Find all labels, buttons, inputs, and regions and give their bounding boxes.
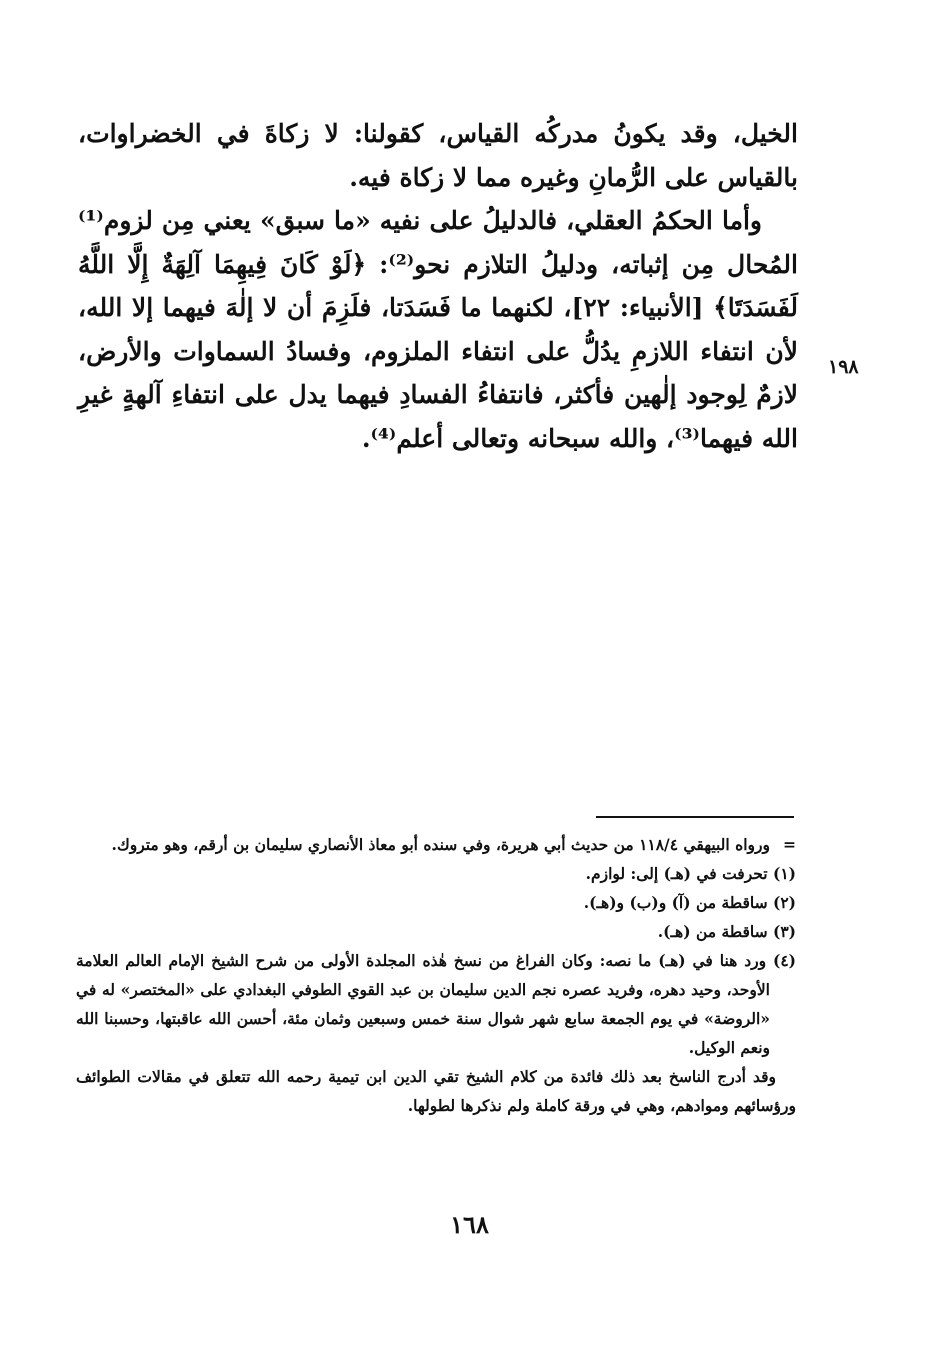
- footnote-3: (٣) ساقطة من (هـ).: [657, 922, 796, 941]
- footnote-2: (٢) ساقطة من (آ) و(ب) و(هـ).: [583, 893, 796, 912]
- footnote-continued-text: ورواه البيهقي ١١٨/٤ من حديث أبي هريرة، وفي سنده أبو معاذ الأنصاري سليمان بن أرقم، وهو متروك.: [111, 835, 770, 854]
- footnote-4-continuation: وقد أدرج الناسخ بعد ذلك فائدة من كلام الشيخ تقي الدين ابن تيمية رحمه الله تتعلق في مقالات الطوائف ورؤسائهم وموادهم، وهي في ورقة كاملة ولم نذكرها لطولها.: [76, 1067, 796, 1115]
- footnote-continued: [76, 830, 796, 859]
- footnote-4: (٤) ورد هنا في (هـ) ما نصه: وكان الفراغ من نسخ هٰذه المجلدة الأولى من شرح الشيخ الإمام العالم العلامة الأوحد، وحيد دهره، وفريد عصره نجم الدين سليمان بن عبد القوي الطوفي البغدادي على «المختصر» له في «الروضة» في يوم الجمعة سابع شهر شوال سنة خمس وسبعين وثمان مئة، أحسن الله عاقبتها، وحسبنا الله ونعم الوكيل.: [76, 951, 797, 1057]
- continuation-mark: =: [783, 835, 796, 854]
- main-text-block: [78, 112, 798, 460]
- footnote-divider: [596, 816, 794, 818]
- margin-reference-number: ١٩٨: [828, 356, 859, 378]
- main-paragraph-2: وأما الحكمُ العقلي، فالدليلُ على نفيه «ما سبق» يعني مِن لزوم⁽¹⁾ المُحال مِن إثباته، ودليلُ التلازم نحو⁽²⁾: ﴿لَوْ كَانَ فِيهِمَا آلِهَةٌ إِلَّا اللَّهُ لَفَسَدَتَا﴾ [الأنبياء: ٢٢]، لكنهما ما فَسَدَتا، فلَزِمَ أن لا إلٰهَ فيهما إلا الله، لأن انتفاء اللازمِ يدُلُّ على انتفاء الملزوم، وفسادُ السماوات والأرض، لازمٌ لِوجود إلٰهين فأكثر، فانتفاءُ الفسادِ فيهما يدل على انتفاءِ آلهةٍ غيرِ الله فيهما⁽³⁾، والله سبحانه وتعالى أعلم⁽⁴⁾.: [78, 206, 799, 453]
- footnotes-block: [76, 830, 796, 1120]
- main-paragraph-1: الخيل، وقد يكونُ مدركُه القياس، كقولنا: لا زكاةَ في الخضراوات، بالقياس على الرُّمانِ وغيره مما لا زكاة فيه.: [78, 119, 798, 192]
- footnote-1: (١) تحرفت في (هـ) إلى: لوازم.: [585, 864, 796, 883]
- page-number: ١٦٨: [450, 1210, 489, 1239]
